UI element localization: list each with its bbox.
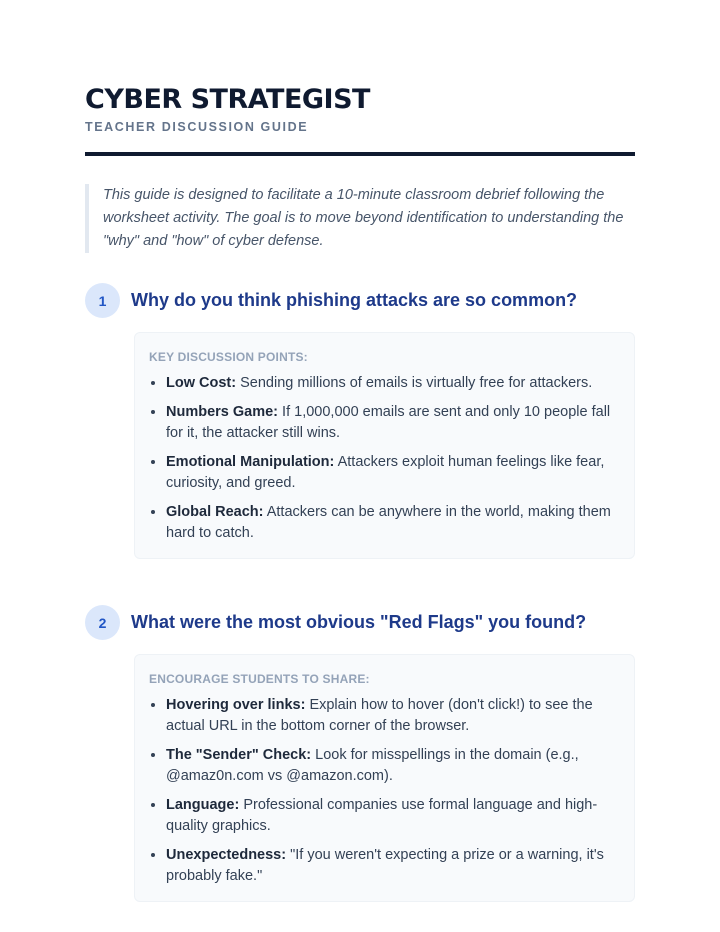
point-term: Global Reach: [166, 504, 264, 520]
discussion-card [134, 654, 635, 902]
point-text: Attackers can be anywhere in the world, making them hard to catch. [166, 504, 611, 541]
question-text: What were the most obvious "Red Flags" you found? [131, 612, 587, 632]
point-term: Numbers Game: [166, 404, 279, 420]
point-text: Explain how to hover (don't click!) to see the actual URL in the bottom corner of the browser. [166, 697, 593, 734]
intro-blockquote: This guide is designed to facilitate a 10-minute classroom debrief following the worksheet activity. The goal is to move beyond identification to understanding the "why" and "how" of cyber defense. [85, 184, 635, 253]
points-list [149, 373, 620, 544]
card-label: KEY DISCUSSION POINTS: [149, 350, 308, 364]
list-item [166, 402, 620, 444]
list-item [166, 373, 620, 394]
point-term: The "Sender" Check: [166, 747, 312, 763]
point-term: Hovering over links: [166, 697, 306, 713]
header-divider [85, 152, 635, 156]
point-term: Language: [166, 797, 240, 813]
point-text: Look for misspellings in the domain (e.g., @amaz0n.com vs @amazon.com). [166, 747, 579, 784]
question-2 [85, 605, 635, 640]
discussion-guide [85, 84, 635, 902]
points-list [149, 695, 620, 887]
question-1 [85, 283, 635, 318]
point-text: If 1,000,000 emails are sent and only 10 people fall for it, the attacker still wins. [166, 404, 611, 441]
point-text: Attackers exploit human feelings like fear, curiosity, and greed. [166, 454, 605, 491]
page-title: CYBER STRATEGIST [85, 84, 370, 115]
page-subtitle: TEACHER DISCUSSION GUIDE [85, 120, 309, 134]
list-item [166, 452, 620, 494]
list-item [166, 845, 620, 887]
list-item [166, 502, 620, 544]
card-label: ENCOURAGE STUDENTS TO SHARE: [149, 672, 370, 686]
discussion-card [134, 332, 635, 559]
point-term: Low Cost: [166, 375, 237, 391]
point-text: "If you weren't expecting a prize or a warning, it's probably fake." [166, 847, 604, 884]
list-item [166, 695, 620, 737]
point-term: Unexpectedness: [166, 847, 287, 863]
list-item [166, 745, 620, 787]
point-term: Emotional Manipulation: [166, 454, 335, 470]
question-number-badge: 1 [85, 283, 120, 318]
question-number-badge: 2 [85, 605, 120, 640]
point-text: Sending millions of emails is virtually free for attackers. [240, 375, 593, 391]
list-item [166, 795, 620, 837]
question-text: Why do you think phishing attacks are so common? [131, 290, 578, 310]
point-text: Professional companies use formal language and high-quality graphics. [166, 797, 598, 834]
